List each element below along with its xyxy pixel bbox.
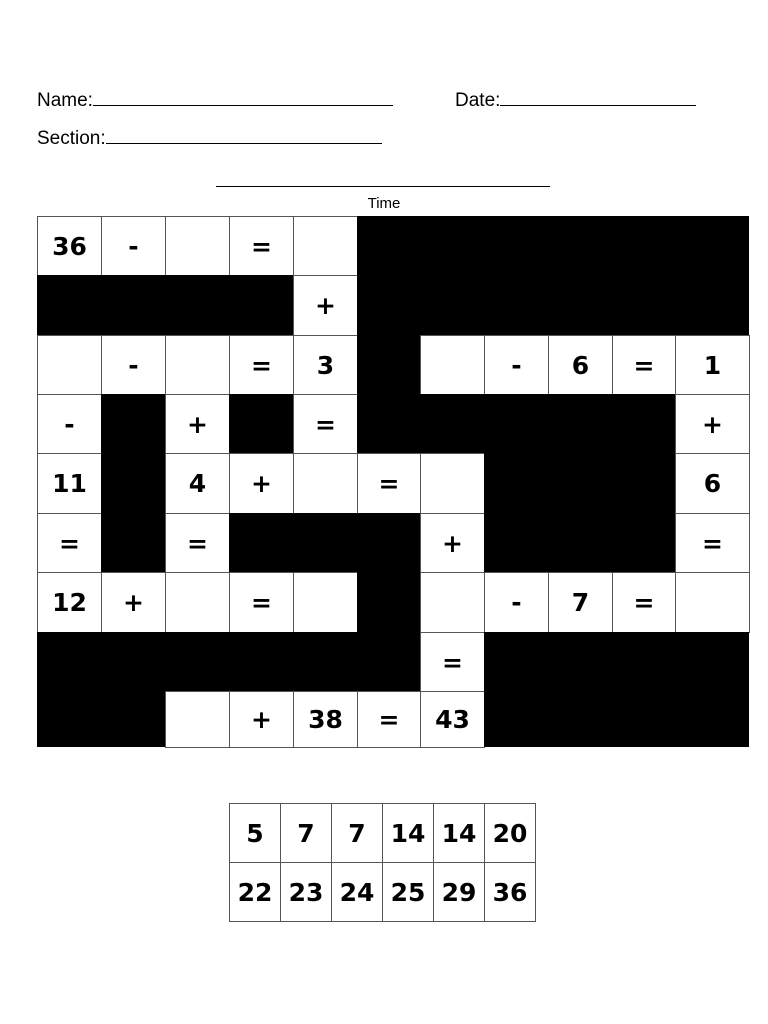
blocked-cell: [357, 632, 420, 691]
blocked-cell: [37, 632, 101, 691]
given-cell: -: [484, 335, 549, 395]
time-blank-line[interactable]: [216, 186, 550, 187]
blocked-cell: [484, 453, 548, 513]
answer-cell[interactable]: [675, 572, 750, 633]
date-label: Date:: [455, 90, 501, 111]
blocked-cell: [357, 572, 420, 632]
bank-number: 24: [331, 862, 383, 922]
blocked-cell: [357, 216, 420, 275]
name-blank-line[interactable]: [93, 90, 393, 106]
blocked-cell: [675, 632, 749, 691]
name-label: Name:: [37, 90, 93, 111]
blocked-cell: [229, 632, 293, 691]
given-cell: =: [357, 453, 421, 514]
blocked-cell: [229, 275, 293, 335]
given-cell: =: [675, 513, 750, 573]
date-field[interactable]: [455, 90, 696, 112]
given-cell: -: [101, 216, 166, 276]
answer-cell[interactable]: [293, 453, 358, 514]
blocked-cell: [484, 275, 548, 335]
blocked-cell: [37, 275, 101, 335]
bank-number: 36: [484, 862, 536, 922]
blocked-cell: [101, 394, 165, 453]
bank-number: 14: [433, 803, 485, 863]
answer-cell[interactable]: [165, 572, 230, 633]
given-cell: =: [229, 216, 294, 276]
blocked-cell: [357, 394, 420, 453]
blocked-cell: [548, 632, 612, 691]
blocked-cell: [548, 691, 612, 747]
bank-number: 5: [229, 803, 281, 863]
blocked-cell: [357, 513, 420, 572]
blocked-cell: [612, 275, 675, 335]
blocked-cell: [548, 275, 612, 335]
blocked-cell: [548, 216, 612, 275]
given-cell: -: [101, 335, 166, 395]
given-cell: 38: [293, 691, 358, 748]
given-cell: +: [101, 572, 166, 633]
given-cell: 4: [165, 453, 230, 514]
answer-cell[interactable]: [165, 335, 230, 395]
bank-number: 7: [280, 803, 332, 863]
answer-cell[interactable]: [420, 572, 485, 633]
blocked-cell: [293, 632, 357, 691]
given-cell: =: [37, 513, 102, 573]
blocked-cell: [675, 275, 749, 335]
blocked-cell: [37, 691, 101, 747]
blocked-cell: [420, 216, 484, 275]
given-cell: 1: [675, 335, 750, 395]
given-cell: +: [229, 691, 294, 748]
bank-number: 25: [382, 862, 434, 922]
answer-cell[interactable]: [420, 453, 485, 514]
bank-number: 23: [280, 862, 332, 922]
section-label: Section:: [37, 128, 106, 149]
blocked-cell: [612, 453, 675, 513]
answer-cell[interactable]: [420, 335, 485, 395]
given-cell: +: [675, 394, 750, 454]
blocked-cell: [101, 275, 165, 335]
blocked-cell: [420, 275, 484, 335]
blocked-cell: [357, 335, 420, 394]
date-blank-line[interactable]: [500, 90, 696, 106]
blocked-cell: [612, 632, 675, 691]
blocked-cell: [612, 394, 675, 453]
blocked-cell: [101, 691, 165, 747]
bank-number: 7: [331, 803, 383, 863]
given-cell: +: [165, 394, 230, 454]
given-cell: =: [357, 691, 421, 748]
given-cell: =: [229, 572, 294, 633]
given-cell: +: [420, 513, 485, 573]
given-cell: =: [612, 335, 676, 395]
name-field[interactable]: [37, 90, 393, 112]
blocked-cell: [101, 513, 165, 572]
given-cell: 7: [548, 572, 613, 633]
blocked-cell: [612, 513, 675, 572]
given-cell: 12: [37, 572, 102, 633]
blocked-cell: [675, 216, 749, 275]
blocked-cell: [229, 394, 293, 453]
blocked-cell: [101, 632, 165, 691]
blocked-cell: [612, 216, 675, 275]
blocked-cell: [101, 453, 165, 513]
blocked-cell: [612, 691, 675, 747]
given-cell: =: [293, 394, 358, 454]
given-cell: 36: [37, 216, 102, 276]
bank-number: 29: [433, 862, 485, 922]
blocked-cell: [484, 513, 548, 572]
blocked-cell: [357, 275, 420, 335]
section-blank-line[interactable]: [106, 128, 382, 144]
blocked-cell: [484, 216, 548, 275]
crossmath-puzzle-grid: [37, 216, 749, 747]
number-bank: [229, 803, 536, 921]
given-cell: 6: [548, 335, 613, 395]
blocked-cell: [165, 275, 229, 335]
given-cell: -: [37, 394, 102, 454]
given-cell: -: [484, 572, 549, 633]
given-cell: 43: [420, 691, 485, 748]
bank-number: 20: [484, 803, 536, 863]
blocked-cell: [548, 453, 612, 513]
section-field[interactable]: [37, 128, 382, 150]
blocked-cell: [165, 632, 229, 691]
blocked-cell: [293, 513, 357, 572]
given-cell: +: [229, 453, 294, 514]
given-cell: =: [165, 513, 230, 573]
answer-cell[interactable]: [37, 335, 102, 395]
bank-number: 14: [382, 803, 434, 863]
answer-cell[interactable]: [165, 691, 230, 748]
given-cell: =: [612, 572, 676, 633]
blocked-cell: [548, 394, 612, 453]
blocked-cell: [420, 394, 484, 453]
blocked-cell: [484, 394, 548, 453]
given-cell: =: [229, 335, 294, 395]
blocked-cell: [484, 632, 548, 691]
answer-cell[interactable]: [293, 572, 358, 633]
given-cell: 3: [293, 335, 358, 395]
answer-cell[interactable]: [293, 216, 358, 276]
answer-cell[interactable]: [165, 216, 230, 276]
given-cell: 6: [675, 453, 750, 514]
given-cell: +: [293, 275, 358, 336]
time-label: Time: [367, 195, 401, 212]
blocked-cell: [675, 691, 749, 747]
blocked-cell: [548, 513, 612, 572]
blocked-cell: [229, 513, 293, 572]
given-cell: 11: [37, 453, 102, 514]
bank-number: 22: [229, 862, 281, 922]
blocked-cell: [484, 691, 548, 747]
given-cell: =: [420, 632, 485, 692]
